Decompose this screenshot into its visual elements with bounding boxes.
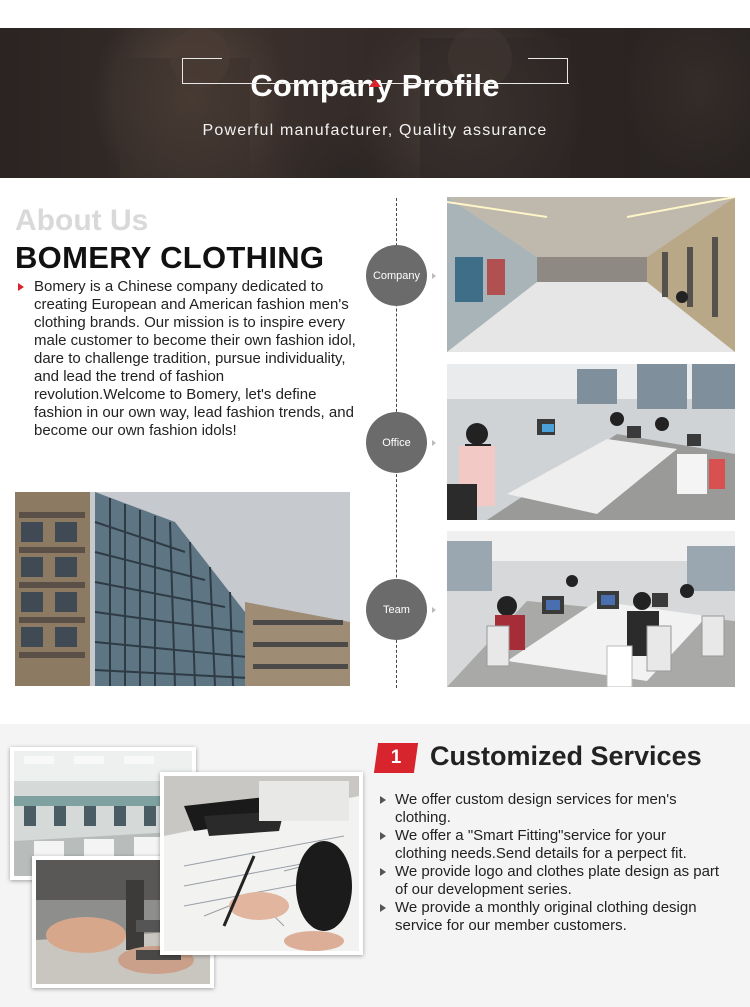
office-illustration [447, 364, 735, 520]
list-item [380, 827, 720, 863]
list-item [380, 863, 720, 899]
list-item [380, 791, 720, 827]
service-item-text: We offer custom design services for men's clothing. [395, 791, 677, 826]
services-title: Customized Services [430, 741, 702, 771]
timeline-office-marker [366, 412, 427, 473]
timeline-arrow-icon [432, 273, 436, 279]
banner-frame-left [182, 58, 222, 83]
company-profile-banner [0, 28, 750, 178]
bullet-arrow-icon [380, 904, 386, 912]
service-item-text: We provide a monthly original clothing design service for our member customers. [395, 899, 697, 934]
banner-title: Company Profile [250, 68, 500, 103]
team-office-photo [447, 531, 735, 687]
service-item-text: We offer a "Smart Fitting"service for your clothing needs.Send details for a perpect fit. [395, 827, 687, 862]
building-illustration [15, 492, 350, 686]
timeline-company-marker [366, 245, 427, 306]
section-number: 1 [390, 747, 402, 768]
timeline-company-label: Company [372, 269, 421, 282]
pattern-design-illustration [164, 776, 359, 951]
team-illustration [447, 531, 735, 687]
lobby-illustration [447, 197, 735, 352]
services-list [380, 791, 720, 935]
timeline-team-label: Team [383, 603, 410, 616]
bullet-arrow-icon [380, 796, 386, 804]
timeline-team-marker [366, 579, 427, 640]
banner-triangle-icon [369, 79, 381, 87]
service-item-text: We provide logo and clothes plate design as part of our development series. [395, 863, 720, 898]
bullet-arrow-icon [380, 832, 386, 840]
timeline-arrow-icon [432, 607, 436, 613]
about-us-heading: About Us [15, 204, 149, 237]
office-workspace-photo [447, 364, 735, 520]
list-item [380, 899, 720, 935]
red-arrow-icon [18, 283, 24, 291]
office-building-photo [15, 492, 350, 686]
company-lobby-photo [447, 197, 735, 352]
company-name-heading: BOMERY CLOTHING [15, 240, 325, 275]
pattern-design-photo [160, 772, 363, 955]
timeline-arrow-icon [432, 440, 436, 446]
bullet-arrow-icon [380, 868, 386, 876]
timeline-office-label: Office [382, 436, 411, 449]
about-description: Bomery is a Chinese company dedicated to creating European and American fashion men's clothing brands. Our mission is to inspire every male customer to become their own fashion idol, dare to challenge tradition, pursue individuality, and lead the trend of fashion revolution.Welcome to Bomery, let's define fashion in our own way, lead fashion trends, and become our own fashion idols! [34, 278, 356, 439]
banner-frame-right [528, 58, 568, 83]
banner-subtitle: Powerful manufacturer, Quality assurance [202, 122, 548, 139]
